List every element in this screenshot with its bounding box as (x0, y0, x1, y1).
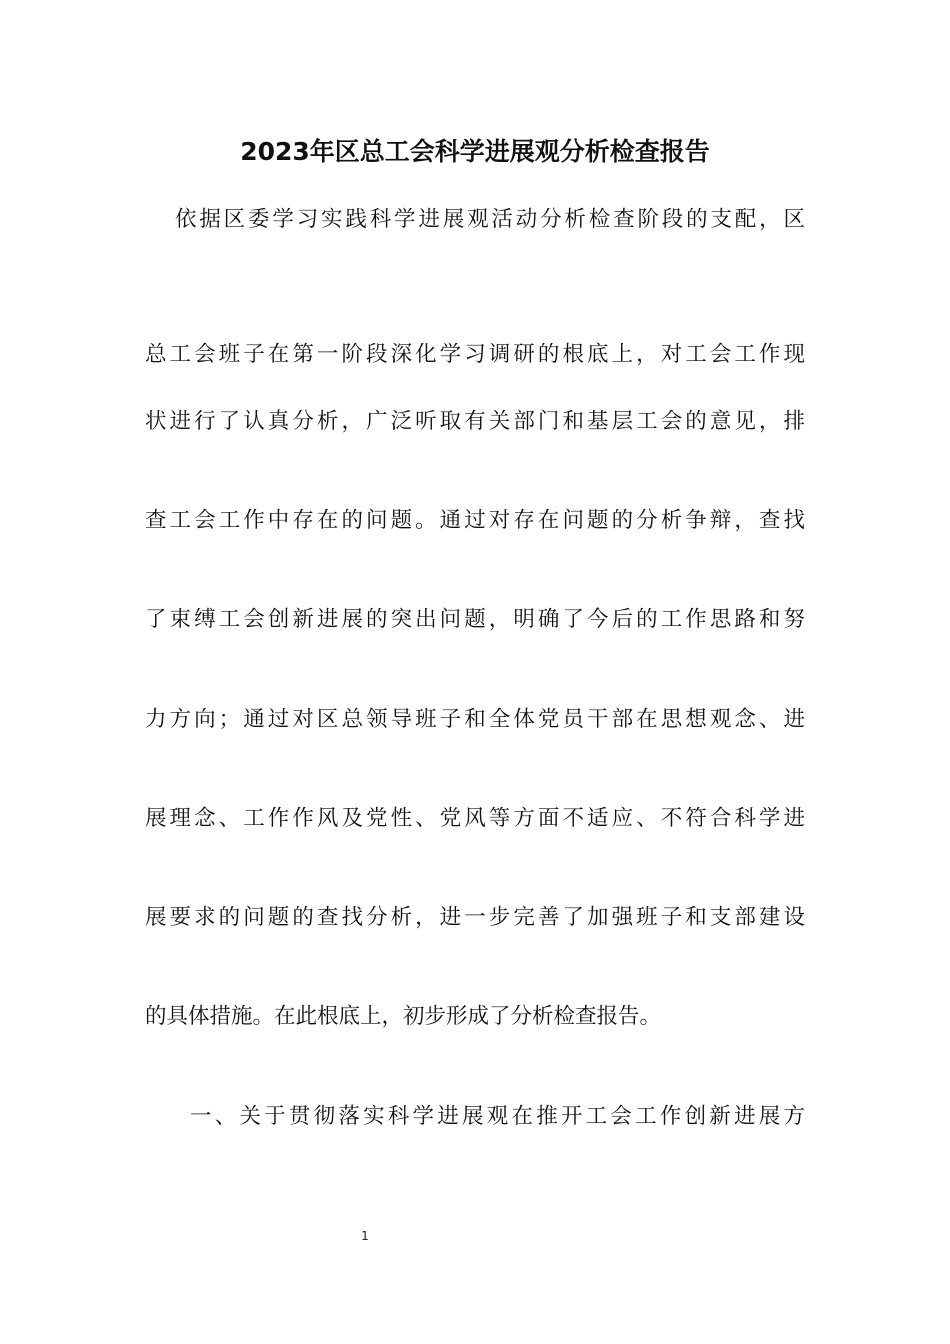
paragraph-line-6: 力方向；通过对区总领导班子和全体党员干部在思想观念、进 (145, 707, 805, 732)
paragraph-line-5: 了束缚工会创新进展的突出问题，明确了今后的工作思路和努 (145, 607, 805, 632)
paragraph-line-4: 查工会工作中存在的问题。通过对存在问题的分析争辩，查找 (145, 508, 805, 533)
document-title: 2023年区总工会科学进展观分析检查报告 (240, 137, 710, 166)
paragraph-line-8: 展要求的问题的查找分析，进一步完善了加强班子和支部建设 (145, 905, 805, 930)
page-number: 1 (361, 1229, 369, 1243)
paragraph-line-7: 展理念、工作作风及党性、党风等方面不适应、不符合科学进 (145, 806, 805, 831)
paragraph-line-1: 依据区委学习实践科学进展观活动分析检查阶段的支配，区 (175, 207, 805, 232)
paragraph-line-3: 状进行了认真分析，广泛听取有关部门和基层工会的意见，排 (145, 409, 805, 434)
section-heading: 一、关于贯彻落实科学进展观在推开工会工作创新进展方 (190, 1104, 805, 1129)
paragraph-line-2: 总工会班子在第一阶段深化学习调研的根底上，对工会工作现 (145, 342, 805, 367)
paragraph-line-9: 的具体措施。在此根底上，初步形成了分析检查报告。 (145, 1004, 662, 1029)
